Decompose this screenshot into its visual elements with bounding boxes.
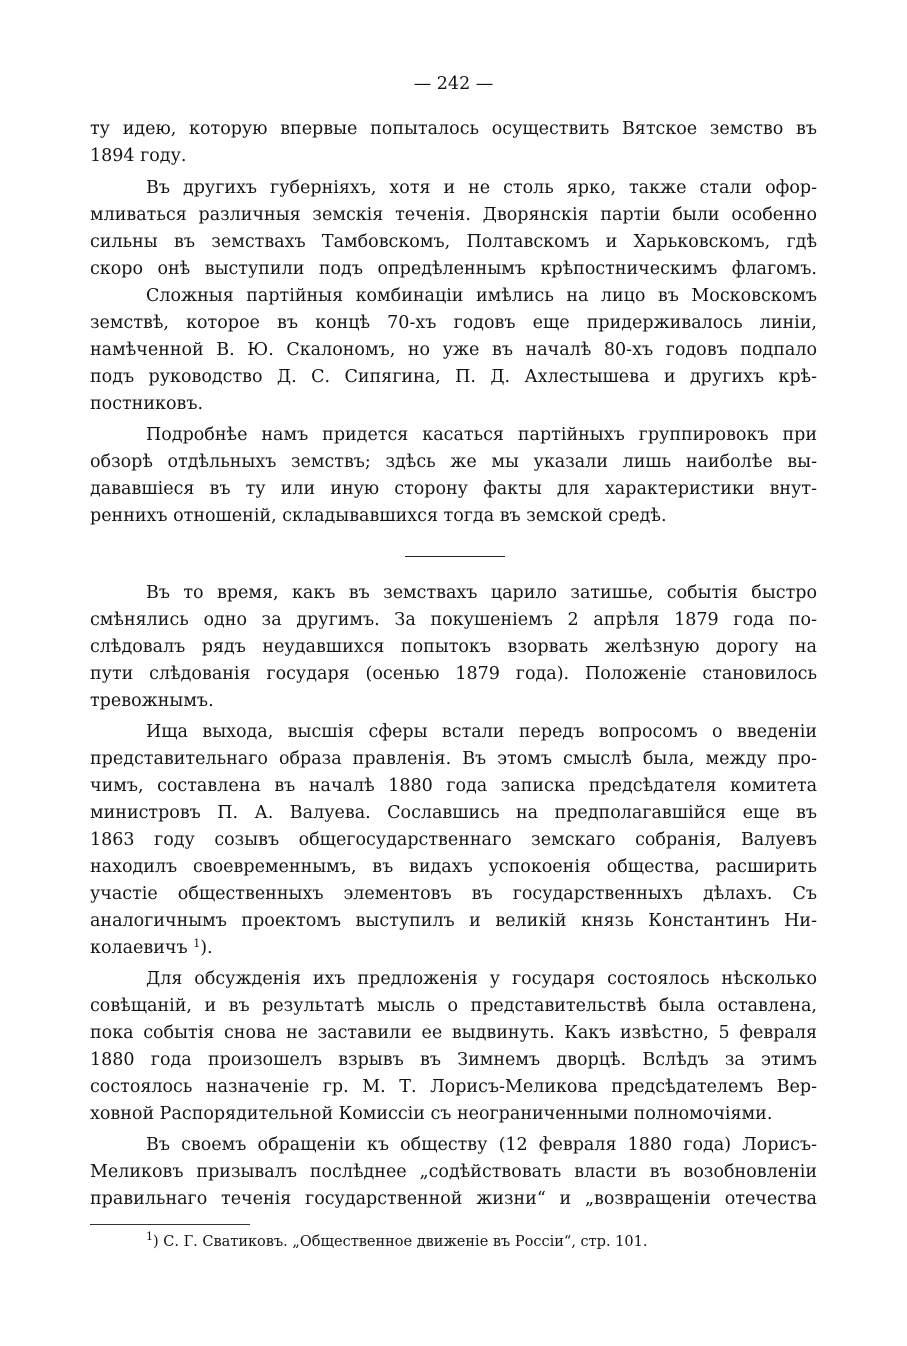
text-line: Въ то время, какъ въ земствахъ царило затишье, событія быстро xyxy=(146,583,817,603)
text-line-body: колаевичъ xyxy=(90,938,188,958)
footnote-reference-tail: ). xyxy=(200,938,213,958)
text-line: представительнаго образа правленія. Въ этомъ смыслѣ была, между про- xyxy=(90,749,817,769)
text-line xyxy=(90,935,817,961)
text-line: совѣщаній, и въ результатѣ мысль о представительствѣ была оставлена, xyxy=(90,996,817,1016)
text-line: чимъ, составлена въ началѣ 1880 года записка предсѣдателя комитета xyxy=(90,776,817,796)
text-line: Сложныя партійныя комбинаціи имѣлись на лицо въ Московскомъ xyxy=(146,286,817,306)
text-line: Въ другихъ губерніяхъ, хотя и не столь ярко, также стали офор- xyxy=(146,178,817,198)
text-line: дававшіеся въ ту или иную сторону факты для характеристики внут- xyxy=(90,479,817,499)
text-line: Подробнѣе намъ придется касаться партійныхъ группировокъ при xyxy=(146,425,817,445)
text-line: смѣнялись одно за другимъ. За покушеніемъ 2 апрѣля 1879 года по- xyxy=(90,610,817,630)
text-line: ховной Распорядительной Комиссіи съ неограниченными полномочіями. xyxy=(90,1104,773,1124)
text-line: земствѣ, которое въ концѣ 70-хъ годовъ еще придерживалось линіи, xyxy=(90,313,817,333)
text-line: ту идею, которую впервые попыталось осуществить Вятское земство въ xyxy=(90,119,817,139)
text-line: скоро онѣ выступили подъ опредѣленнымъ крѣпостническимъ флагомъ. xyxy=(90,259,817,279)
text-line: сильны въ земствахъ Тамбовскомъ, Полтавскомъ и Харьковскомъ, гдѣ xyxy=(90,232,817,252)
text-line: 1894 году. xyxy=(90,146,187,166)
text-line: слѣдовалъ рядъ неудавшихся попытокъ взорвать желѣзную дорогу на xyxy=(90,637,817,657)
text-line: 1863 году созывъ общегосударственнаго земскаго собранія, Валуевъ xyxy=(90,830,817,850)
text-line: Меликовъ призывалъ послѣднее „содѣйствовать власти въ возобновленіи xyxy=(90,1162,817,1182)
text-line: находилъ своевременнымъ, въ видахъ успокоенія общества, расширить xyxy=(90,857,817,877)
text-line: участіе общественныхъ элементовъ въ государственныхъ дѣлахъ. Съ xyxy=(90,884,817,904)
footnote-reference[interactable]: 1 xyxy=(193,937,201,950)
text-line: постниковъ. xyxy=(90,394,204,414)
section-separator xyxy=(405,556,505,557)
text-line: мливаться различныя земскія теченія. Дворянскія партіи были особенно xyxy=(90,205,817,225)
text-line: правильнаго теченія государственной жизни“ и „возвращеніи отечества xyxy=(90,1189,817,1209)
text-line: министровъ П. А. Валуева. Сославшись на предполагавшійся еще въ xyxy=(90,803,817,823)
text-line: обзорѣ отдѣльныхъ земствъ; здѣсь же мы указали лишь наиболѣе вы- xyxy=(90,452,817,472)
footnote-rule xyxy=(90,1224,250,1225)
page-number: — 242 — xyxy=(413,74,494,94)
text-line: реннихъ отношеній, складывавшихся тогда въ земской средѣ. xyxy=(90,506,667,526)
text-line: Ища выхода, высшія сферы встали передъ вопросомъ о введеніи xyxy=(146,722,817,742)
text-line: 1880 года произошелъ взрывъ въ Зимнемъ дворцѣ. Вслѣдъ за этимъ xyxy=(90,1050,817,1070)
text-line: Въ своемъ обращеніи къ обществу (12 февраля 1880 года) Лорисъ- xyxy=(146,1135,817,1155)
text-line: тревожнымъ. xyxy=(90,691,214,711)
footnote xyxy=(146,1232,786,1252)
footnote-text: ) С. Г. Сватиковъ. „Общественное движеніе въ Россіи“, стр. 101. xyxy=(153,1234,648,1250)
text-line: Для обсужденія ихъ предложенія у государя состоялось нѣсколько xyxy=(146,969,817,989)
text-line: подъ руководство Д. С. Сипягина, П. Д. Ахлестышева и другихъ крѣ- xyxy=(90,367,817,387)
footnote-marker: 1 xyxy=(146,1230,153,1243)
text-line: состоялось назначеніе гр. М. Т. Лорисъ-Меликова предсѣдателемъ Вер- xyxy=(90,1077,817,1097)
text-line: пока событія снова не заставили ее выдвинуть. Какъ извѣстно, 5 февраля xyxy=(90,1023,817,1043)
text-line: намѣченной В. Ю. Скалономъ, но уже въ началѣ 80-хъ годовъ подпало xyxy=(90,340,817,360)
text-line: аналогичнымъ проектомъ выступилъ и великій князь Константинъ Ни- xyxy=(90,911,817,931)
text-line: пути слѣдованія государя (осенью 1879 года). Положеніе становилось xyxy=(90,664,817,684)
